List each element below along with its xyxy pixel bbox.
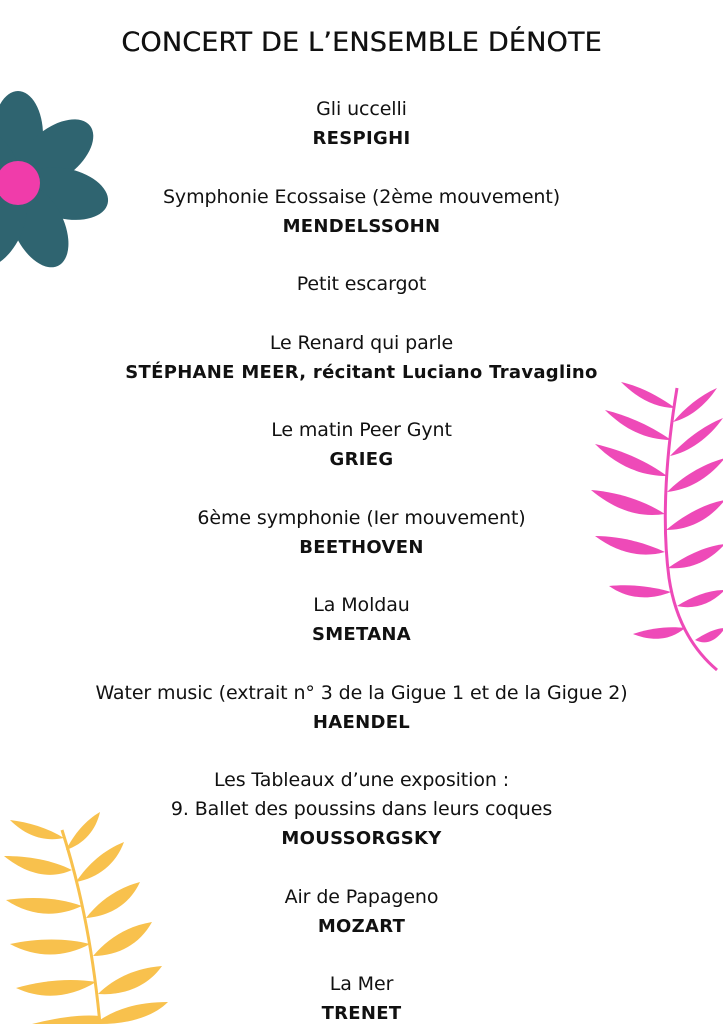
piece-title: La Moldau xyxy=(313,594,410,616)
composer-name: MOZART xyxy=(317,915,406,937)
piece-title: Le matin Peer Gynt xyxy=(271,419,452,441)
composer-name: HAENDEL xyxy=(312,711,411,733)
piece-title: Le Renard qui parle xyxy=(269,331,454,354)
program-item xyxy=(0,270,723,299)
program-item xyxy=(0,416,723,474)
composer-name: STÉPHANE MEER, récitant Luciano Travaglino xyxy=(125,361,598,383)
concert-program xyxy=(0,95,723,1024)
composer-name: MOUSSORGSKY xyxy=(281,828,442,849)
piece-title: La Mer xyxy=(329,973,394,995)
page-title: CONCERT DE L’ENSEMBLE DÉNOTE xyxy=(121,27,602,58)
composer-name: GRIEG xyxy=(329,449,394,470)
program-item xyxy=(0,679,723,737)
program-item xyxy=(0,883,723,941)
piece-subtitle: 9. Ballet des poussins dans leurs coques xyxy=(170,798,553,820)
program-item xyxy=(0,95,723,153)
piece-title: Water music (extrait n° 3 de la Gigue 1 et de la Gigue 2) xyxy=(95,681,628,704)
composer-name: TRENET xyxy=(321,1003,402,1024)
piece-title: Air de Papageno xyxy=(284,885,439,908)
piece-title: Petit escargot xyxy=(296,273,427,295)
composer-name: MENDELSSOHN xyxy=(282,215,441,237)
composer-name: SMETANA xyxy=(311,624,412,645)
program-item xyxy=(0,183,723,241)
piece-title: 6ème symphonie (Ier mouvement) xyxy=(197,506,526,529)
piece-title: Gli uccelli xyxy=(316,98,407,120)
program-item xyxy=(0,504,723,562)
program-item xyxy=(0,591,723,649)
program-item xyxy=(0,970,723,1024)
piece-title: Les Tableaux d’une exposition : xyxy=(213,769,510,791)
program-item xyxy=(0,329,723,387)
piece-title: Symphonie Ecossaise (2ème mouvement) xyxy=(162,185,561,208)
composer-name: BEETHOVEN xyxy=(299,536,424,558)
composer-name: RESPIGHI xyxy=(312,128,411,149)
program-item xyxy=(0,766,723,853)
